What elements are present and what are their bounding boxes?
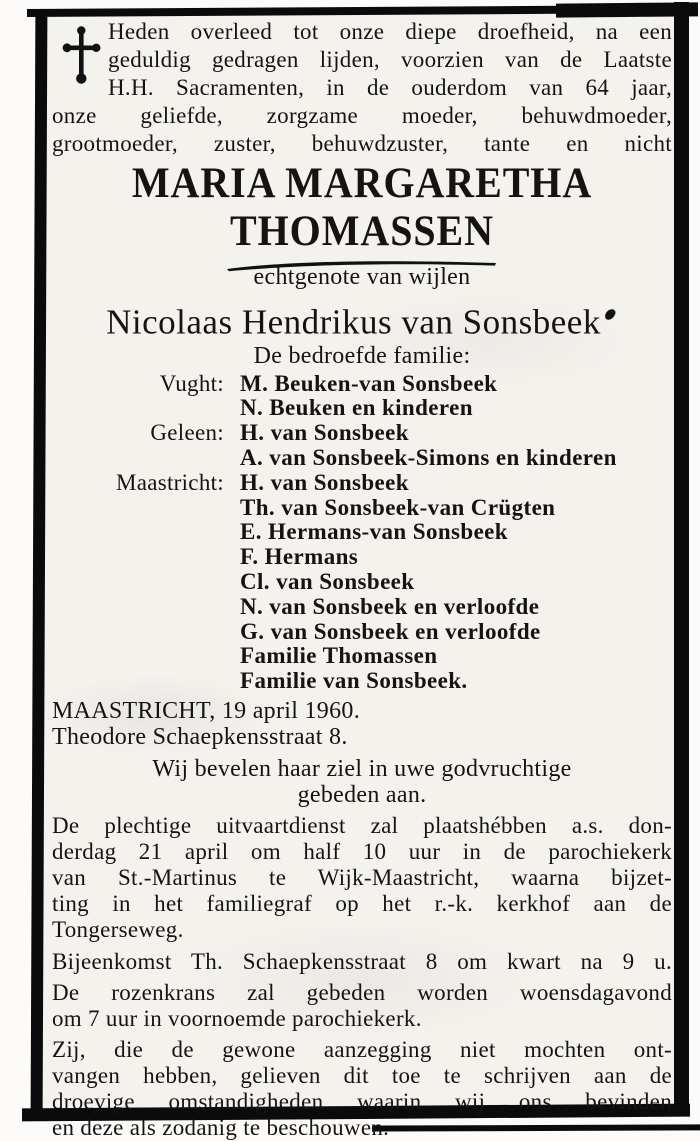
- funeral-line: derdag 21 april om half 10 uur in de parochiekerk: [52, 839, 672, 865]
- apology-line: vangen hebben, gelieven dit toe te schrijven aan de: [52, 1063, 672, 1089]
- funeral-line: Tongerseweg.: [52, 917, 184, 943]
- apology-line: droevige omstandigheden waarin wij ons bevinden: [52, 1089, 672, 1115]
- family-row: [52, 669, 672, 694]
- family-place: Geleen:: [150, 420, 224, 446]
- family-row: [52, 520, 672, 545]
- family-row: [52, 595, 672, 620]
- dateline-city-date: MAASTRICHT, 19 april 1960.: [52, 698, 361, 725]
- opening-line: geduldig gedragen lijden, voorzien van de Laatste: [108, 47, 672, 72]
- dateline: [52, 698, 672, 750]
- family-place: [52, 545, 240, 570]
- rosary-line: De rozenkrans zal gebeden worden woensdagavond: [52, 980, 672, 1006]
- family-place: [52, 496, 240, 521]
- family-name: M. Beuken-van Sonsbeek: [240, 370, 498, 396]
- prayer-line: Wij bevelen haar ziel in uwe godvruchtige: [152, 756, 572, 783]
- family-place: Maastricht:: [115, 469, 224, 495]
- family-name: Familie van Sonsbeek.: [240, 668, 468, 694]
- family-list: [52, 372, 672, 694]
- ink-blot-icon: [603, 290, 618, 330]
- family-place: [52, 669, 240, 694]
- family-place: [52, 570, 240, 595]
- opening-line: Heden overleed tot onze diepe droefheid, na een: [108, 19, 672, 44]
- deceased-name-line1: MARIA MARGARETHA: [131, 160, 593, 207]
- frame-right-border: [674, 2, 689, 1114]
- family-row: [52, 644, 672, 669]
- family-row: [52, 396, 672, 421]
- family-row: [52, 471, 672, 496]
- dateline-address: Theodore Schaepkensstraat 8.: [52, 724, 348, 751]
- family-place: [52, 446, 240, 471]
- family-name: H. van Sonsbeek: [240, 420, 409, 446]
- family-row: [52, 372, 672, 397]
- family-place: [52, 396, 240, 421]
- family-row: [52, 446, 672, 471]
- spouse-name: Nicolaas Hendrikus van Sonsbeek: [106, 302, 601, 342]
- funeral-line: De plechtige uitvaartdienst zal plaatshébben a.s. don-: [52, 813, 672, 839]
- family-name: Familie Thomassen: [240, 643, 438, 669]
- family-name: N. Beuken en kinderen: [240, 395, 473, 421]
- apology-paragraph: [52, 1037, 672, 1141]
- opening-line: onze geliefde, zorgzame moeder, behuwdmoeder,: [52, 103, 672, 128]
- announcement-content: [52, 18, 672, 1141]
- family-name: G. van Sonsbeek en verloofde: [240, 618, 541, 644]
- family-name: A. van Sonsbeek-Simons en kinderen: [240, 445, 617, 471]
- deceased-name-line2: THOMASSEN: [230, 208, 494, 255]
- family-place: [52, 595, 240, 620]
- spouse-name-line: [52, 290, 672, 343]
- family-name: Cl. van Sonsbeek: [240, 569, 415, 595]
- latin-cross-icon: [60, 24, 102, 86]
- family-place: [52, 644, 240, 669]
- prayer-paragraph: [52, 756, 672, 808]
- prayer-line: gebeden aan.: [297, 782, 427, 809]
- family-row: [52, 620, 672, 645]
- family-row: [52, 496, 672, 521]
- funeral-line: van St.-Martinus te Wijk-Maastricht, waarna bijzet-: [52, 865, 672, 891]
- family-name: H. van Sonsbeek: [240, 469, 409, 495]
- relation-label: echtgenote van wijlen: [253, 264, 471, 290]
- opening-paragraph: [52, 18, 672, 158]
- rosary-paragraph: [52, 980, 672, 1032]
- opening-line: H.H. Sacramenten, in de ouderdom van 64 jaar,: [108, 75, 672, 100]
- apology-line: en deze als zodanig te beschouwen.: [52, 1115, 390, 1141]
- family-place: Vught:: [159, 370, 224, 396]
- family-intro: De bedroefde familie:: [253, 342, 471, 369]
- funeral-line: ting in het familiegraf op het r.-k. kerkhof aan de: [52, 891, 672, 917]
- family-place: [52, 620, 240, 645]
- opening-line: grootmoeder, zuster, behuwdzuster, tante en nicht: [52, 131, 672, 156]
- apology-line: Zij, die de gewone aanzegging niet mochten ont-: [52, 1037, 672, 1063]
- family-row: [52, 570, 672, 595]
- rosary-line: om 7 uur in voornoemde parochiekerk.: [52, 1006, 422, 1032]
- family-name: E. Hermans-van Sonsbeek: [240, 519, 508, 545]
- family-row: [52, 421, 672, 446]
- family-name: F. Hermans: [240, 544, 359, 570]
- family-name: Th. van Sonsbeek-van Crügten: [240, 494, 556, 520]
- family-row: [52, 545, 672, 570]
- family-place: [52, 520, 240, 545]
- family-name: N. van Sonsbeek en verloofde: [240, 593, 540, 619]
- funeral-paragraph: [52, 813, 672, 943]
- meeting-line: Bijeenkomst Th. Schaepkensstraat 8 om kwart na 9 u.: [52, 949, 672, 975]
